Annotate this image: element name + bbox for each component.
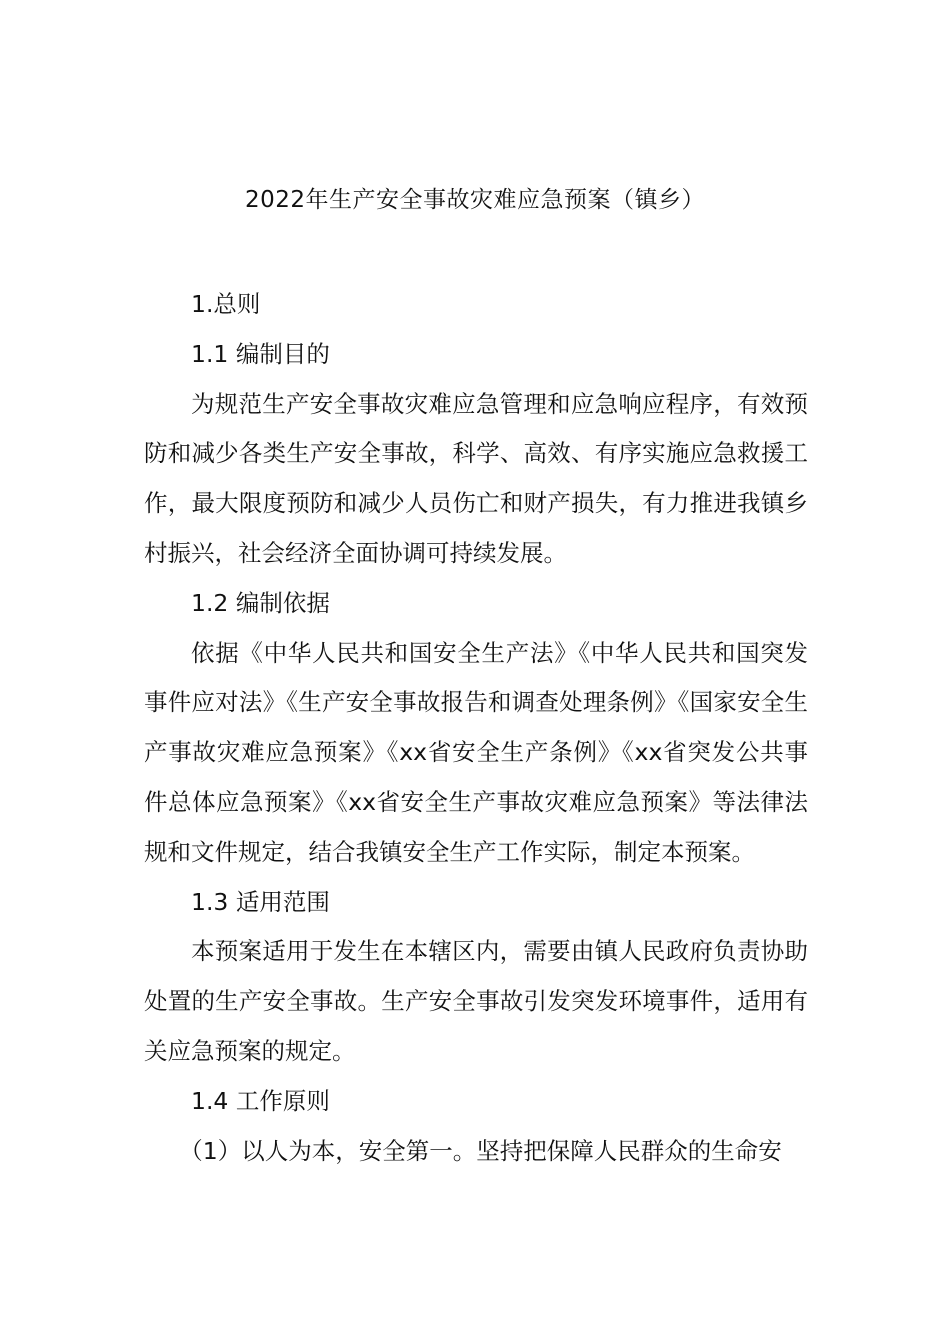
document-title: 2022年生产安全事故灾难应急预案（镇乡） [244, 187, 706, 213]
section-heading-basis: 1.2 编制依据 [191, 588, 330, 617]
section-heading-purpose: 1.1 编制目的 [191, 339, 330, 368]
section-heading-scope: 1.3 适用范围 [191, 887, 330, 916]
paragraph-scope: 本预案适用于发生在本辖区内，需要由镇人民政府负责协助处置的生产安全事故。生产安全事故引发突发环境事件，适用有关应急预案的规定。 [144, 937, 808, 1065]
section-heading-principles: 1.4 工作原则 [191, 1086, 330, 1115]
paragraph-principle-1: （1）以人为本，安全第一。坚持把保障人民群众的生命安 [179, 1136, 782, 1165]
document-body [144, 280, 808, 1176]
section-heading-general: 1.总则 [191, 290, 261, 318]
paragraph-purpose: 为规范生产安全事故灾难应急管理和应急响应程序，有效预防和减少各类生产安全事故，科学、高效、有序实施应急救援工作，最大限度预防和减少人员伤亡和财产损失，有力推进我镇乡村振兴，社会经济全面协调可持续发展。 [144, 389, 808, 567]
paragraph-basis: 依据《中华人民共和国安全生产法》《中华人民共和国突发事件应对法》《生产安全事故报告和调查处理条例》《国家安全生产事故灾难应急预案》《xx省安全生产条例》《xx省突发公共事件总体应急预案》《xx省安全生产事故灾难应急预案》等法律法规和文件规定，结合我镇安全生产工作实际，制定本预案。 [144, 638, 808, 866]
